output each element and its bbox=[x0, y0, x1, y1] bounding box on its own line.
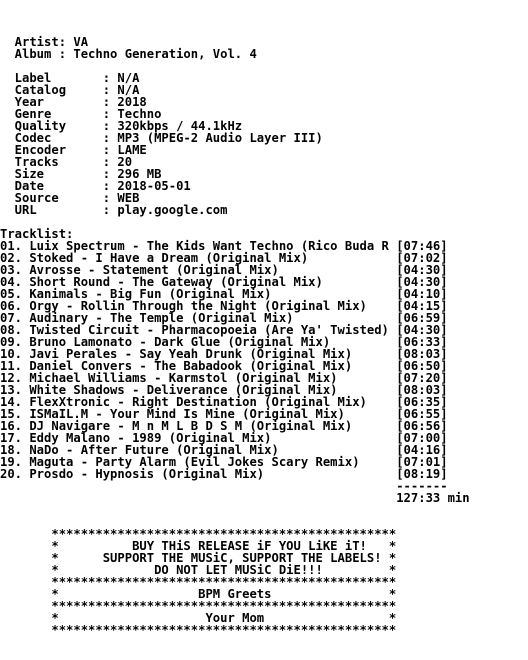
track-row: 14. FlexXtronic - Right Destination (Original Mix) [06:35] bbox=[0, 395, 448, 409]
info-year: Year : 2018 bbox=[0, 95, 147, 109]
track-row: 09. Bruno Lamonato - Dark Glue (Original Mix) [06:33] bbox=[0, 335, 448, 349]
banner-greets: * BPM Greets * bbox=[0, 587, 397, 601]
track-row: 16. DJ Navigare - M n M L B D S M (Original Mix) [06:56] bbox=[0, 419, 448, 433]
banner-border: *********************************************** bbox=[0, 575, 397, 589]
info-codec: Codec : MP3 (MPEG-2 Audio Layer III) bbox=[0, 131, 323, 145]
banner-line: * DO NOT LET MUSiC DiE!!! * bbox=[0, 563, 397, 577]
track-row: 13. White Shadows - Deliverance (Original Mix) [08:03] bbox=[0, 383, 448, 397]
artist-line: Artist: VA bbox=[0, 35, 89, 49]
info-quality: Quality : 320kbps / 44.1kHz bbox=[0, 119, 243, 133]
banner-border: *********************************************** bbox=[0, 527, 397, 541]
track-row: 07. Audinary - The Temple (Original Mix) [06:59] bbox=[0, 311, 448, 325]
track-row: 20. Prosdo - Hypnosis (Original Mix) [08:19] bbox=[0, 467, 448, 481]
track-row: 15. ISMaIL.M - Your Mind Is Mine (Original Mix) [06:55] bbox=[0, 407, 448, 421]
info-source: Source : WEB bbox=[0, 191, 140, 205]
tracklist-title: Tracklist: bbox=[0, 227, 74, 241]
info-encoder: Encoder : LAME bbox=[0, 143, 147, 157]
track-row: 02. Stoked - I Have a Dream (Original Mix) [07:02] bbox=[0, 251, 448, 265]
banner-border: *********************************************** bbox=[0, 599, 397, 613]
info-date: Date : 2018-05-01 bbox=[0, 179, 191, 193]
track-row: 19. Maguta - Party Alarm (Evil Jokes Scary Remix) [07:01] bbox=[0, 455, 448, 469]
total-divider: ------- bbox=[0, 479, 448, 493]
banner-mom: * Your Mom * bbox=[0, 611, 397, 625]
track-row: 08. Twisted Circuit - Pharmacopoeia (Are Ya' Twisted) [04:30] bbox=[0, 323, 448, 337]
info-catalog: Catalog : N/A bbox=[0, 83, 140, 97]
banner-border: *********************************************** bbox=[0, 623, 397, 637]
track-row: 06. Orgy - Rollin Through the Night (Original Mix) [04:15] bbox=[0, 299, 448, 313]
info-tracks: Tracks : 20 bbox=[0, 155, 133, 169]
info-url: URL : play.google.com bbox=[0, 203, 228, 217]
track-row: 17. Eddy Malano - 1989 (Original Mix) [07:00] bbox=[0, 431, 448, 445]
track-row: 18. NaDo - After Future (Original Mix) [04:16] bbox=[0, 443, 448, 457]
info-size: Size : 296 MB bbox=[0, 167, 162, 181]
banner-line: * SUPPORT THE MUSiC, SUPPORT THE LABELS! * bbox=[0, 551, 397, 565]
track-row: 01. Luix Spectrum - The Kids Want Techno (Rico Buda R [07:46] bbox=[0, 239, 448, 253]
album-line: Album : Techno Generation, Vol. 4 bbox=[0, 47, 257, 61]
track-row: 12. Michael Williams - Karmstol (Original Mix) [07:20] bbox=[0, 371, 448, 385]
info-genre: Genre : Techno bbox=[0, 107, 162, 121]
total-duration: 127:33 min bbox=[0, 491, 470, 505]
track-row: 03. Avrosse - Statement (Original Mix) [04:30] bbox=[0, 263, 448, 277]
track-row: 11. Daniel Convers - The Babadook (Original Mix) [06:50] bbox=[0, 359, 448, 373]
track-row: 04. Short Round - The Gateway (Original Mix) [04:30] bbox=[0, 275, 448, 289]
track-row: 10. Javi Perales - Say Yeah Drunk (Original Mix) [08:03] bbox=[0, 347, 448, 361]
banner-line: * BUY THiS RELEASE iF YOU LiKE iT! * bbox=[0, 539, 397, 553]
track-row: 05. Kanimals - Big Fun (Original Mix) [04:10] bbox=[0, 287, 448, 301]
info-label: Label : N/A bbox=[0, 71, 140, 85]
